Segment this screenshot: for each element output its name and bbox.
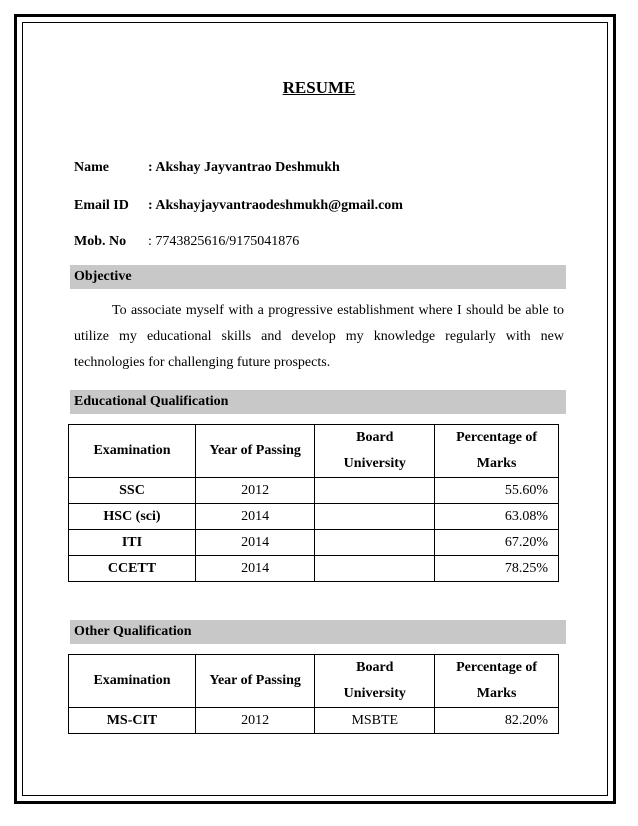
- header-pct-line1: Percentage of: [456, 660, 538, 675]
- header-percentage: [435, 425, 559, 478]
- info-row-mobile: [74, 234, 299, 250]
- board-cell: [315, 478, 435, 504]
- header-examination: Examination: [69, 425, 196, 478]
- table-row: [69, 530, 559, 556]
- table-header-row: [69, 425, 559, 478]
- year-cell: 2014: [195, 530, 314, 556]
- name-label: Name: [74, 160, 109, 175]
- header-pct-line1: Percentage of: [456, 430, 538, 445]
- objective-paragraph: To associate myself with a progressive establishment where I should be able to utilize my educational skills and develop my knowledge regularly with new technologies for challenging future prospects.: [74, 303, 564, 370]
- other-qualification-table: [68, 654, 559, 734]
- header-board-line1: Board: [356, 430, 394, 445]
- table-row: [69, 478, 559, 504]
- board-cell: [315, 504, 435, 530]
- year-cell: 2014: [195, 556, 314, 582]
- header-board-line2: University: [343, 456, 406, 471]
- mobile-label: Mob. No: [74, 234, 127, 249]
- header-year: Year of Passing: [195, 425, 314, 478]
- name-value: : Akshay Jayvantrao Deshmukh: [148, 160, 340, 175]
- exam-cell: MS-CIT: [69, 708, 196, 734]
- mobile-value: : 7743825616/9175041876: [148, 234, 300, 249]
- exam-cell: HSC (sci): [69, 504, 196, 530]
- percentage-cell: 67.20%: [435, 530, 559, 556]
- header-board-line1: Board: [356, 660, 394, 675]
- year-cell: 2014: [195, 504, 314, 530]
- header-pct-line2: Marks: [476, 686, 517, 701]
- header-percentage: [435, 655, 559, 708]
- table-header-row: [69, 655, 559, 708]
- email-value: : Akshayjayvantraodeshmukh@gmail.com: [148, 198, 403, 213]
- percentage-cell: 63.08%: [435, 504, 559, 530]
- percentage-cell: 82.20%: [435, 708, 559, 734]
- header-pct-line2: Marks: [476, 456, 517, 471]
- education-heading: Educational Qualification: [70, 390, 566, 414]
- objective-heading: Objective: [70, 265, 566, 289]
- percentage-cell: 55.60%: [435, 478, 559, 504]
- year-cell: 2012: [195, 478, 314, 504]
- exam-cell: CCETT: [69, 556, 196, 582]
- board-cell: MSBTE: [315, 708, 435, 734]
- header-year: Year of Passing: [195, 655, 314, 708]
- other-qualification-heading: Other Qualification: [70, 620, 566, 644]
- resume-title: RESUME: [282, 78, 356, 97]
- header-examination: Examination: [69, 655, 196, 708]
- email-label: Email ID: [74, 198, 129, 213]
- exam-cell: ITI: [69, 530, 196, 556]
- objective-text: [74, 298, 564, 376]
- education-table: [68, 424, 559, 582]
- info-row-email: [74, 198, 403, 214]
- header-board: [315, 425, 435, 478]
- year-cell: 2012: [195, 708, 314, 734]
- exam-cell: SSC: [69, 478, 196, 504]
- percentage-cell: 78.25%: [435, 556, 559, 582]
- header-board-line2: University: [343, 686, 406, 701]
- table-row: [69, 556, 559, 582]
- info-row-name: [74, 160, 340, 176]
- header-board: [315, 655, 435, 708]
- table-row: [69, 708, 559, 734]
- board-cell: [315, 556, 435, 582]
- board-cell: [315, 530, 435, 556]
- table-row: [69, 504, 559, 530]
